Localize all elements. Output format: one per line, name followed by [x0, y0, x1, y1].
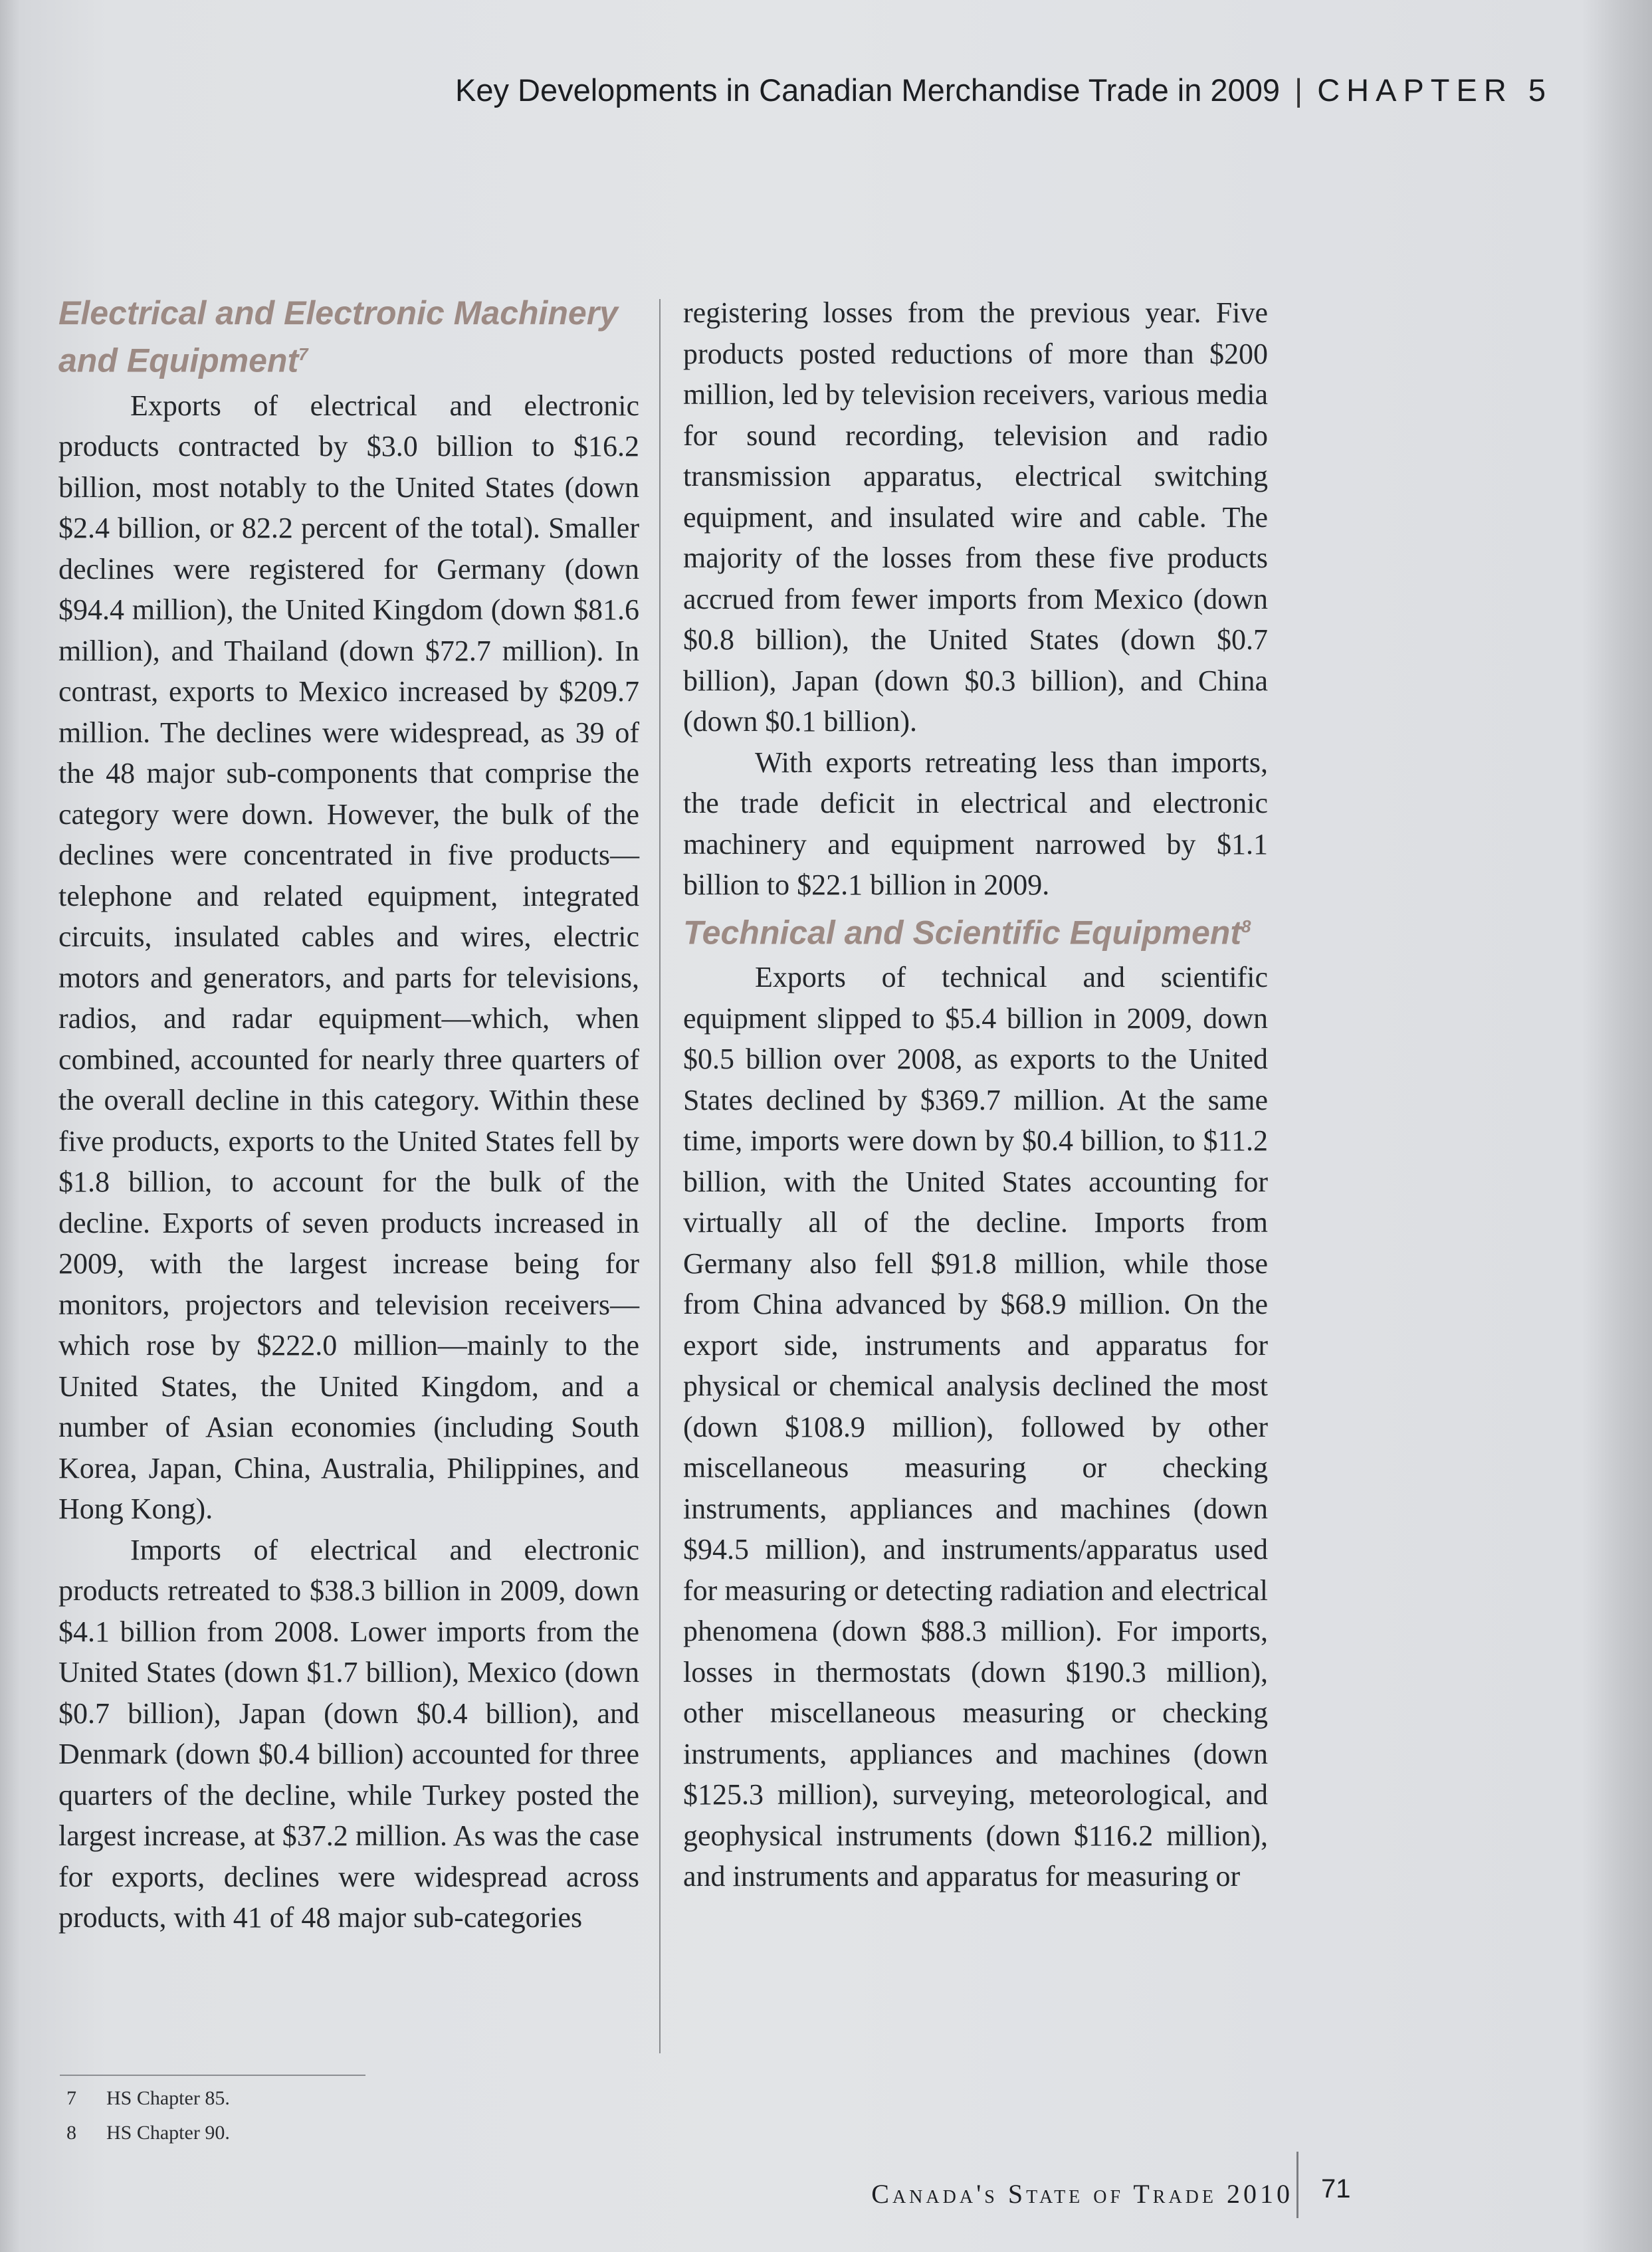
- footnote-text: HS Chapter 90.: [106, 2122, 230, 2144]
- section-title-technical-text: Technical and Scientific Equipment: [683, 914, 1241, 952]
- footnote-number: 8: [66, 2122, 76, 2144]
- right-column: [683, 292, 1268, 1897]
- footnote-item: [66, 2081, 230, 2116]
- footnote-number: 7: [66, 2087, 76, 2109]
- paragraph-technical-equipment: Exports of technical and scientific equipment slipped to $5.4 billion in 2009, down $0.5 billion over 2008, as exports to the United States declined by $369.7 million. At the same time, imports were down by $0.4 billion, to $11.2 billion, with the United States accounting for virtually all of the decline. Imports from Germany also fell $91.8 million, while those from China advanced by $68.9 million. On the export side, instruments and apparatus for physical or chemical analysis declined the most (down $108.9 million), followed by other miscellaneous measuring or checking instruments, appliances and machines (down $94.5 million), and instruments/apparatus used for measuring or detecting radiation and electrical phenomena (down $88.3 million). For imports, losses in thermostats (down $190.3 million), other miscellaneous measuring or checking instruments, appliances and machines (down $125.3 million), surveying, meteorological, and geophysical instruments (down $116.2 million), and instruments and apparatus for measuring or: [683, 961, 1268, 1893]
- footnote-ref-8: 8: [1241, 916, 1251, 936]
- paragraph-electrical-exports: Exports of electrical and electronic products contracted by $3.0 billion to $16.2 billion, most notably to the United States (down $2.4 billion, or 82.2 percent of the total). Smaller declines were registered for Germany (down $94.4 million), the United Kingdom (down $81.6 million), and Thailand (down $72.7 million). In contrast, exports to Mexico increased by $209.7 million. The declines were widespread, as 39 of the 48 major sub-components that comprise the category were down. However, the bulk of the declines were concentrated in five products—telephone and related equipment, integrated circuits, insulated cables and wires, electric motors and generators, and parts for televisions, radios, and radar equipment—which, when combined, accounted for nearly three quarters of the overall decline in this category. Within these five products, exports to the United States fell by $1.8 billion, to account for the bulk of the decline. Exports of seven products increased in 2009, with the largest increase being for monitors, projectors and television receivers—which rose by $222.0 million—mainly to the United States, the United Kingdom, and a number of Asian economies (including South Korea, Japan, China, Australia, Philippines, and Hong Kong).: [58, 389, 639, 1526]
- footnote-divider: [60, 2075, 365, 2076]
- running-header: [455, 72, 1552, 108]
- header-separator: |: [1294, 72, 1303, 108]
- page-number: 71: [1321, 2174, 1351, 2203]
- header-title: Key Developments in Canadian Merchandise Trade in 2009: [455, 72, 1280, 108]
- section-title-electrical: [58, 292, 639, 381]
- footnote-ref-7: 7: [298, 344, 308, 364]
- footnotes: [66, 2081, 230, 2150]
- section-title-electrical-text: Electrical and Electronic Machinery and Equipment: [58, 294, 618, 379]
- left-column: [58, 292, 639, 1938]
- footnote-text: HS Chapter 85.: [106, 2087, 230, 2109]
- column-divider: [659, 299, 661, 2053]
- paragraph-electrical-deficit: With exports retreating less than imports, the trade deficit in electrical and electronic machinery and equipment narrowed by $1.1 billion to $22.1 billion in 2009.: [683, 746, 1268, 901]
- paragraph-electrical-imports: Imports of electrical and electronic products retreated to $38.3 billion in 2009, down $4.1 billion from 2008. Lower imports from the United States (down $1.7 billion), Mexico (down $0.7 billion), Japan (down $0.4 billion), and Denmark (down $0.4 billion) accounted for three quarters of the decline, while Turkey posted the largest increase, at $37.2 million. As was the case for exports, declines were widespread across products, with 41 of 48 major sub-categories: [58, 1533, 639, 1934]
- footnote-item: [66, 2116, 230, 2150]
- section-title-technical: [683, 906, 1268, 954]
- footer-publication: Canada's State of Trade 2010: [871, 2179, 1293, 2209]
- paragraph-electrical-imports-cont: registering losses from the previous year. Five products posted reductions of more than $200 million, led by television receivers, various media for sound recording, television and radio transmission apparatus, electrical switching equipment, and insulated wire and cable. The majority of the losses from these five products accrued from fewer imports from Mexico (down $0.8 billion), the United States (down $0.7 billion), Japan (down $0.3 billion), and China (down $0.1 billion).: [683, 296, 1268, 738]
- header-chapter: CHAPTER 5: [1317, 72, 1552, 108]
- footer-divider: [1296, 2152, 1298, 2218]
